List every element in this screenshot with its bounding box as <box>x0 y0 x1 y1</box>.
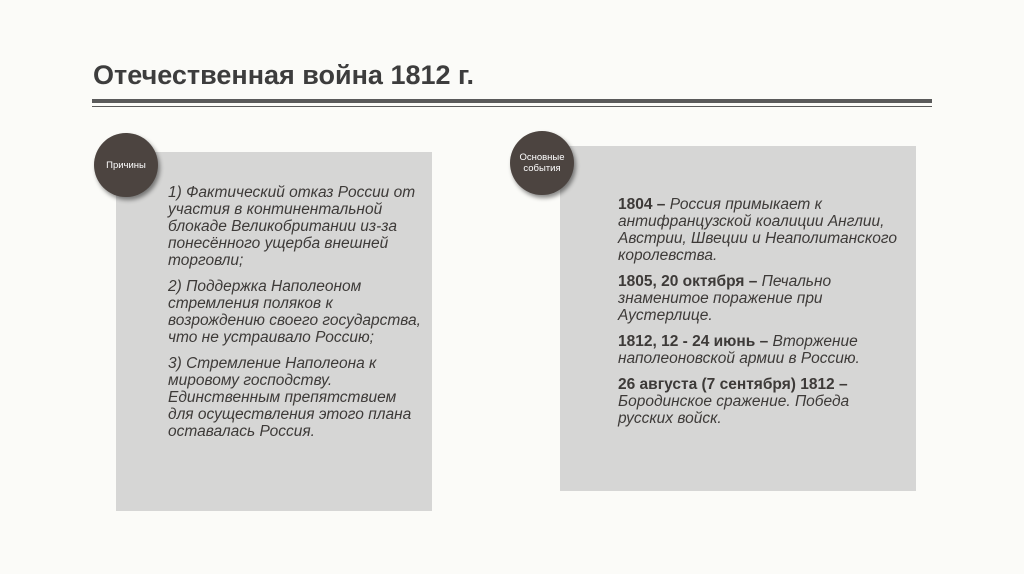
event-description: Бородинское сражение. Победа русских войск. <box>618 393 850 427</box>
event-description: Печально знаменитое поражение при Аустерлице. <box>618 273 832 324</box>
event-item <box>618 196 908 264</box>
cause-item-3: 3) Стремление Наполеона к мировому господству. Единственным препятствием для осуществления этого плана оставалась Россия. <box>168 355 412 440</box>
event-item <box>618 333 908 367</box>
event-description: Россия примыкает к антифранцузской коалиции Англии, Австрии, Швеции и Неаполитанского королевства. <box>618 196 897 264</box>
events-list <box>618 196 908 436</box>
causes-list <box>168 184 422 449</box>
slide-title: Отечественная война 1812 г. <box>93 60 475 90</box>
event-item <box>618 376 908 427</box>
event-date: 1804 – <box>618 196 666 213</box>
events-badge <box>510 131 574 195</box>
event-item <box>618 273 908 324</box>
event-description: Вторжение наполеоновской армии в Россию. <box>618 333 860 367</box>
events-badge-label: Основные события <box>519 152 565 174</box>
causes-badge-label: Причины <box>106 159 146 171</box>
event-date: 1812, 12 - 24 июнь – <box>618 333 769 350</box>
event-date: 1805, 20 октября – <box>618 273 758 290</box>
event-date: 26 августа (7 сентября) 1812 – <box>618 376 848 393</box>
cause-item-1: 1) Фактический отказ России от участия в континентальной блокаде Великобритании из-за понесённого ущерба внешней торговли; <box>168 184 416 269</box>
cause-item-2: 2) Поддержка Наполеоном стремления поляков к возрождению своего государства, что не устраивало Россию; <box>168 278 421 346</box>
title-divider-thick <box>92 99 932 103</box>
causes-badge <box>94 133 158 197</box>
title-divider-thin <box>92 106 932 107</box>
